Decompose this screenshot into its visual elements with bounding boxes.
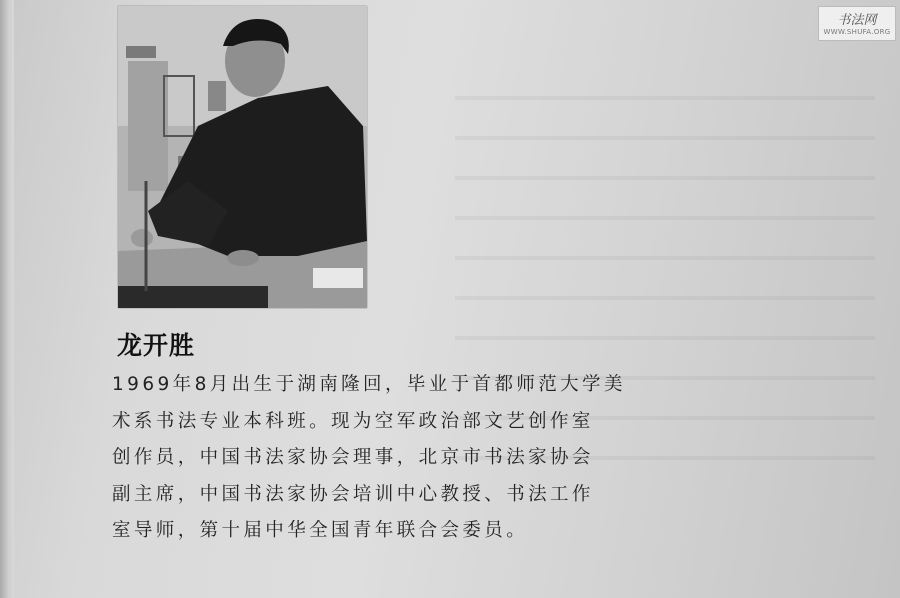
bio-line: 1969年8月出生于湖南隆回，毕业于首都师范大学美 xyxy=(112,374,626,395)
bio-line: 创作员，中国书法家协会理事，北京市书法家协会 xyxy=(112,447,594,468)
page-edge xyxy=(0,0,14,598)
site-watermark-logo xyxy=(818,6,896,41)
bio-line: 副主席，中国书法家协会培训中心教授、书法工作 xyxy=(112,483,594,505)
artist-name: 龙开胜 xyxy=(117,331,196,360)
watermark-site-name: 书法网 xyxy=(837,13,877,28)
bio-line: 术系书法专业本科班。现为空军政治部文艺创作室 xyxy=(112,410,594,432)
biography xyxy=(112,367,632,550)
bio-line: 室导师，第十届中华全国青年联合会委员。 xyxy=(112,520,529,541)
portrait-photo xyxy=(118,6,367,308)
portrait-photo-drawing xyxy=(118,6,367,308)
watermark-url: WWW.SHUFA.ORG xyxy=(823,28,891,36)
